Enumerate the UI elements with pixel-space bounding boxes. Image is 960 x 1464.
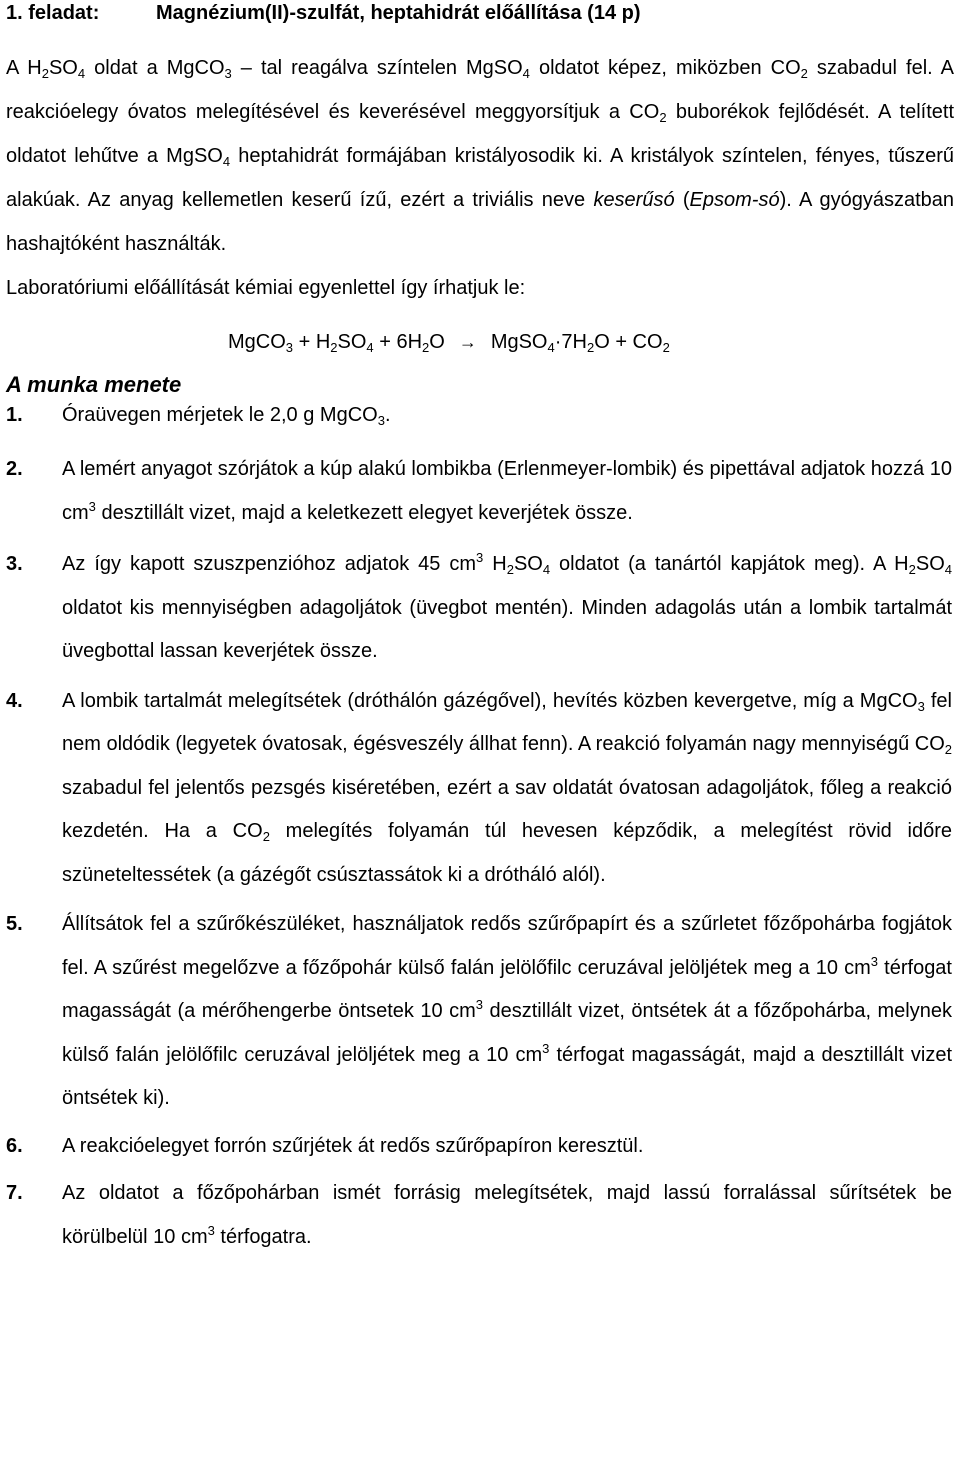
task-number: 1. feladat: <box>6 2 100 24</box>
step-text: Állítsátok fel a szűrőkészüléket, használjatok redős szűrőpapírt és a szűrletet főzőpohárba fogjátok fel. A szűrést megelőzve a főzőpohár külső falán jelölőfilc ceruzával jelöljétek meg a 10 $cm^3$ térfogat magasságát (a mérőhengerbe öntsetek 10 $cm^3$ desztillált vizet, öntsétek át a főzőpohárba, melynek külső falán jelölőfilc ceruzával jelöljétek meg a 10 $cm^3$ térfogat magasságát, majd a desztillált vizet öntsétek ki). <box>62 913 952 1109</box>
step-5 <box>6 903 954 1121</box>
step-number: 6. <box>6 1134 23 1157</box>
lab-intro-text: Laboratóriumi előállítását kémiai egyenlettel így írhatjuk le: <box>6 277 526 299</box>
task-header <box>6 0 954 26</box>
step-7 <box>6 1172 954 1259</box>
step-number: 2. <box>6 458 23 480</box>
step-number: 3. <box>6 553 23 575</box>
task-title: Magnézium(II)-szulfát, heptahidrát előállítása (14 p) <box>156 2 641 24</box>
step-text: Az oldatot a főzőpohárban ismét forrásig melegítsétek, majd lassú forralással sűrítsétek be körülbelül 10 $cm^3$ térfogatra. <box>62 1182 952 1248</box>
intro-paragraph <box>6 46 954 310</box>
section-title: A munka menete <box>6 372 182 397</box>
reaction-arrow-icon: → <box>458 332 477 352</box>
step-number: 7. <box>6 1182 23 1204</box>
step-text: A reakcióelegyet forrón szűrjétek át redős szűrőpapíron keresztül. <box>62 1134 644 1157</box>
step-text: Az így kapott szuszpenzióhoz adjatok 45 $cm^3$ $H_2SO_4$ oldatot (a tanártól kapjátok meg). A $H_2SO_4$ oldatot kis mennyiségben adagoljátok (üvegbot mentén). Minden adagolás után a lombik tartalmát üvegbottal lassan keverjétek össze. <box>62 550 952 662</box>
step-number: 1. <box>6 404 23 426</box>
step-text: A lombik tartalmát melegítsétek (dróthálón gázégővel), hevítés közben kevergetve, míg a MgCO$_3$ fel nem oldódik (legyetek óvatosak, égésveszély állhat fenn). A reakció folyamán nagy mennyiségű $CO_2$ szabadul fel jelentős pezsgés kiséretében, ezért a sav oldatát óvatosan adagoljátok, főleg a reakció kezdetén. Ha a $CO_2$ melegítés folyamán túl hevesen képződik, a melegítést rövid időre szüneteltessétek (a gázégőt csúsztassátok ki a drótháló alól). <box>62 689 953 886</box>
step-number: 4. <box>6 689 23 712</box>
step-text: Óraüvegen mérjetek le 2,0 g MgCO$_3$. <box>62 404 391 428</box>
procedure-steps <box>6 400 954 1259</box>
step-number: 5. <box>6 913 23 935</box>
reaction-equation: MgCO$_3$ + $H_2SO_4 + 6H_2O$ → $MgSO_4\cdot 7H_2O + CO_2$ <box>6 320 954 364</box>
step-4 <box>6 680 954 898</box>
step-2 <box>6 448 954 535</box>
step-1 <box>6 400 954 430</box>
step-3 <box>6 543 954 674</box>
step-text: A lemért anyagot szórjátok a kúp alakú lombikba (Erlenmeyer-lombik) és pipettával adjatok hozzá 10 $cm^3$ desztillált vizet, majd a keletkezett elegyet keverjétek össze. <box>62 458 952 524</box>
step-6 <box>6 1125 954 1169</box>
intro-text: A $H_2SO_4$ oldat a MgCO$_3$ – tal reagálva színtelen MgSO$_4$ oldatot képez, miközben $CO_2$ szabadul fel. A reakcióelegy óvatos melegítésével és keverésével meggyorsítjuk a $CO_2$ buborékok fejlődését. A telített oldatot lehűtve a MgSO$_4$ heptahidrát formájában kristályosodik ki. A kristályok színtelen, fényes, tűszerű alakúak. Az anyag kellemetlen keserű ízű, ezért a triviális neve keserűsó (Epsom-só). A gyógyászatban hashajtóként használták. <box>6 57 955 255</box>
